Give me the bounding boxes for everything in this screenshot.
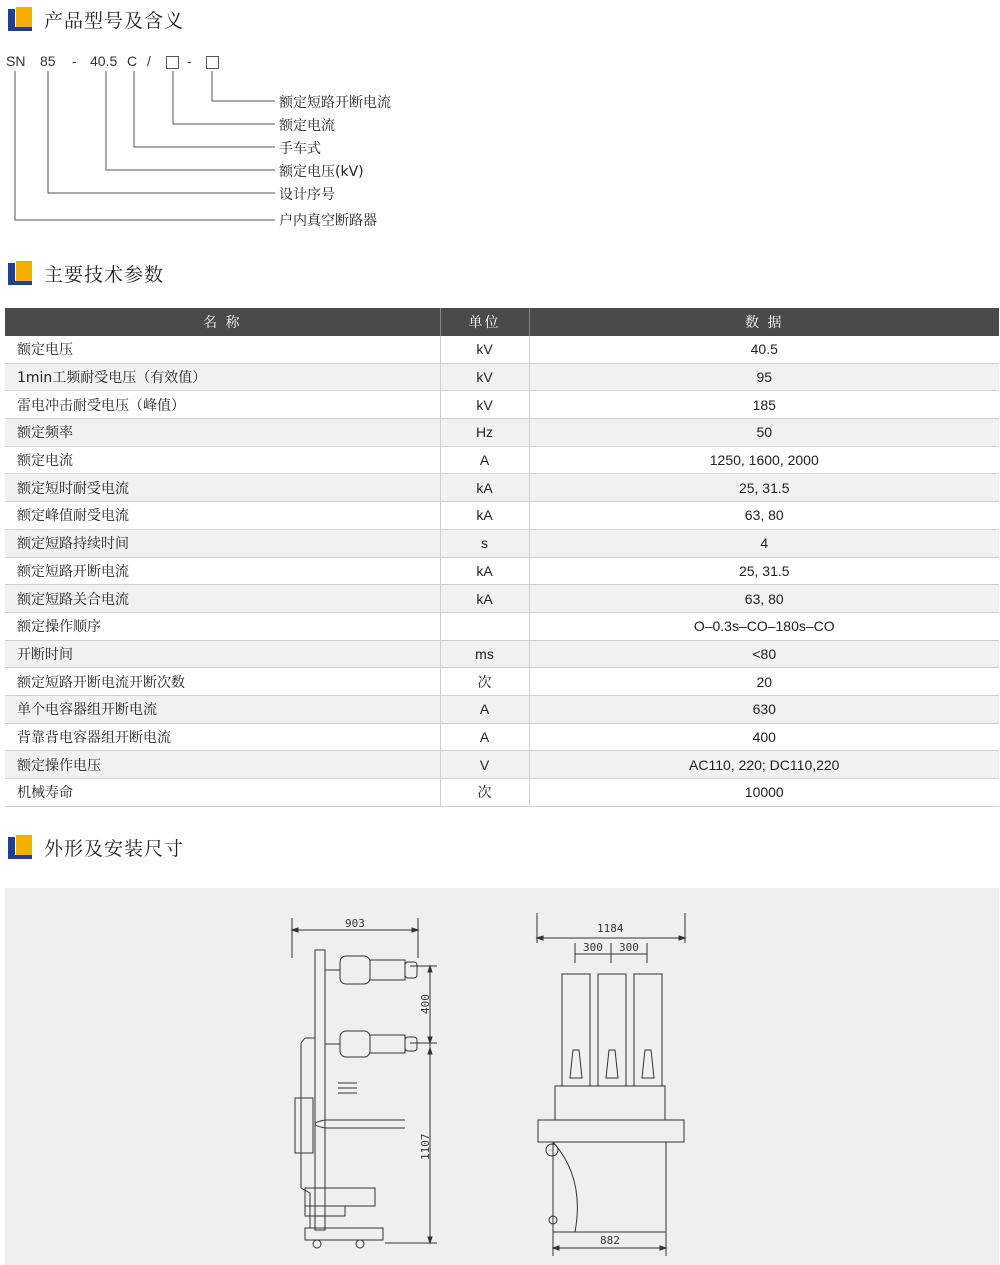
param-name: 额定短路开断电流开断次数	[5, 668, 440, 696]
param-name: 额定短时耐受电流	[5, 474, 440, 502]
param-unit: kA	[440, 474, 529, 502]
table-row	[5, 723, 999, 751]
param-unit: s	[440, 529, 529, 557]
param-name: 额定电压	[5, 336, 440, 363]
section-marker-icon	[6, 5, 36, 33]
table-row	[5, 446, 999, 474]
param-name: 单个电容器组开断电流	[5, 695, 440, 723]
section-title-params: 主要技术参数	[6, 258, 164, 288]
table-row	[5, 695, 999, 723]
param-name: 额定短路关合电流	[5, 585, 440, 613]
code-series: SN	[6, 53, 26, 69]
model-code-diagram	[0, 50, 460, 240]
table-row	[5, 640, 999, 668]
param-name: 额定操作电压	[5, 751, 440, 779]
header-unit: 单位	[440, 308, 529, 336]
code-voltage: 40.5	[90, 53, 118, 69]
code-slash: /	[147, 53, 151, 69]
param-unit: A	[440, 723, 529, 751]
param-name: 额定短路开断电流	[5, 557, 440, 585]
table-row	[5, 419, 999, 447]
spec-table	[5, 308, 999, 807]
dim-pole-pitch-2: 300	[619, 941, 639, 954]
meaning-breaking-current: 额定短路开断电流	[279, 95, 391, 111]
code-type: C	[127, 53, 138, 69]
param-unit: V	[440, 751, 529, 779]
table-row	[5, 779, 999, 807]
section-marker-icon	[6, 259, 36, 287]
param-value: 63, 80	[529, 585, 999, 613]
code-dash-2: -	[187, 53, 192, 69]
param-value: 400	[529, 723, 999, 751]
table-row	[5, 336, 999, 363]
param-value: 10000	[529, 779, 999, 807]
param-value: 4	[529, 529, 999, 557]
dim-front-width: 1184	[597, 922, 624, 935]
param-name: 额定电流	[5, 446, 440, 474]
param-value: 630	[529, 695, 999, 723]
param-unit: Hz	[440, 419, 529, 447]
param-name: 背靠背电容器组开断电流	[5, 723, 440, 751]
param-value: 25, 31.5	[529, 557, 999, 585]
dim-side-upper: 400	[419, 994, 432, 1014]
param-unit: ms	[440, 640, 529, 668]
param-value: 95	[529, 363, 999, 391]
dim-base-width: 882	[600, 1234, 620, 1247]
param-value: 185	[529, 391, 999, 419]
table-row	[5, 529, 999, 557]
dimension-drawing-panel	[5, 888, 999, 1265]
table-row	[5, 612, 999, 640]
param-value: O–0.3s–CO–180s–CO	[529, 612, 999, 640]
param-unit	[440, 612, 529, 640]
param-value: 50	[529, 419, 999, 447]
param-value: 40.5	[529, 336, 999, 363]
param-value: 25, 31.5	[529, 474, 999, 502]
param-name: 额定峰值耐受电流	[5, 502, 440, 530]
meaning-design-number: 设计序号	[279, 187, 335, 203]
param-value: 1250, 1600, 2000	[529, 446, 999, 474]
param-name: 1min工频耐受电压（有效值）	[5, 363, 440, 391]
outline-drawing	[5, 888, 999, 1265]
table-row	[5, 751, 999, 779]
param-value: AC110, 220; DC110,220	[529, 751, 999, 779]
param-unit: kA	[440, 502, 529, 530]
param-value: <80	[529, 640, 999, 668]
param-name: 雷电冲击耐受电压（峰值）	[5, 391, 440, 419]
param-unit: kA	[440, 585, 529, 613]
table-row	[5, 502, 999, 530]
param-unit: kV	[440, 363, 529, 391]
table-header-row	[5, 308, 999, 336]
param-name: 额定频率	[5, 419, 440, 447]
model-leader-lines	[0, 50, 460, 240]
param-unit: 次	[440, 668, 529, 696]
meaning-withdrawable: 手车式	[279, 141, 321, 157]
param-unit: A	[440, 446, 529, 474]
dim-side-height: 1107	[419, 1133, 432, 1160]
meaning-indoor-vcb: 户内真空断路器	[279, 213, 377, 229]
param-name: 额定短路持续时间	[5, 529, 440, 557]
header-name: 名 称	[5, 308, 440, 336]
param-value: 63, 80	[529, 502, 999, 530]
param-unit: kV	[440, 336, 529, 363]
dim-pole-pitch-1: 300	[583, 941, 603, 954]
section-title-model: 产品型号及含义	[6, 4, 184, 34]
table-row	[5, 474, 999, 502]
param-name: 开断时间	[5, 640, 440, 668]
dim-side-width: 903	[345, 917, 365, 930]
code-dash: -	[72, 53, 77, 69]
table-row	[5, 363, 999, 391]
section-title-dims: 外形及安装尺寸	[6, 832, 184, 862]
param-name: 额定操作顺序	[5, 612, 440, 640]
param-unit: A	[440, 695, 529, 723]
code-design: 85	[40, 53, 56, 69]
param-unit: kV	[440, 391, 529, 419]
section-marker-icon	[6, 833, 36, 861]
param-name: 机械寿命	[5, 779, 440, 807]
meaning-rated-voltage: 额定电压(kV)	[279, 164, 364, 180]
table-row	[5, 557, 999, 585]
meaning-rated-current: 额定电流	[279, 118, 335, 134]
header-value: 数 据	[529, 308, 999, 336]
table-row	[5, 391, 999, 419]
param-unit: 次	[440, 779, 529, 807]
table-row	[5, 668, 999, 696]
param-value: 20	[529, 668, 999, 696]
table-row	[5, 585, 999, 613]
param-unit: kA	[440, 557, 529, 585]
